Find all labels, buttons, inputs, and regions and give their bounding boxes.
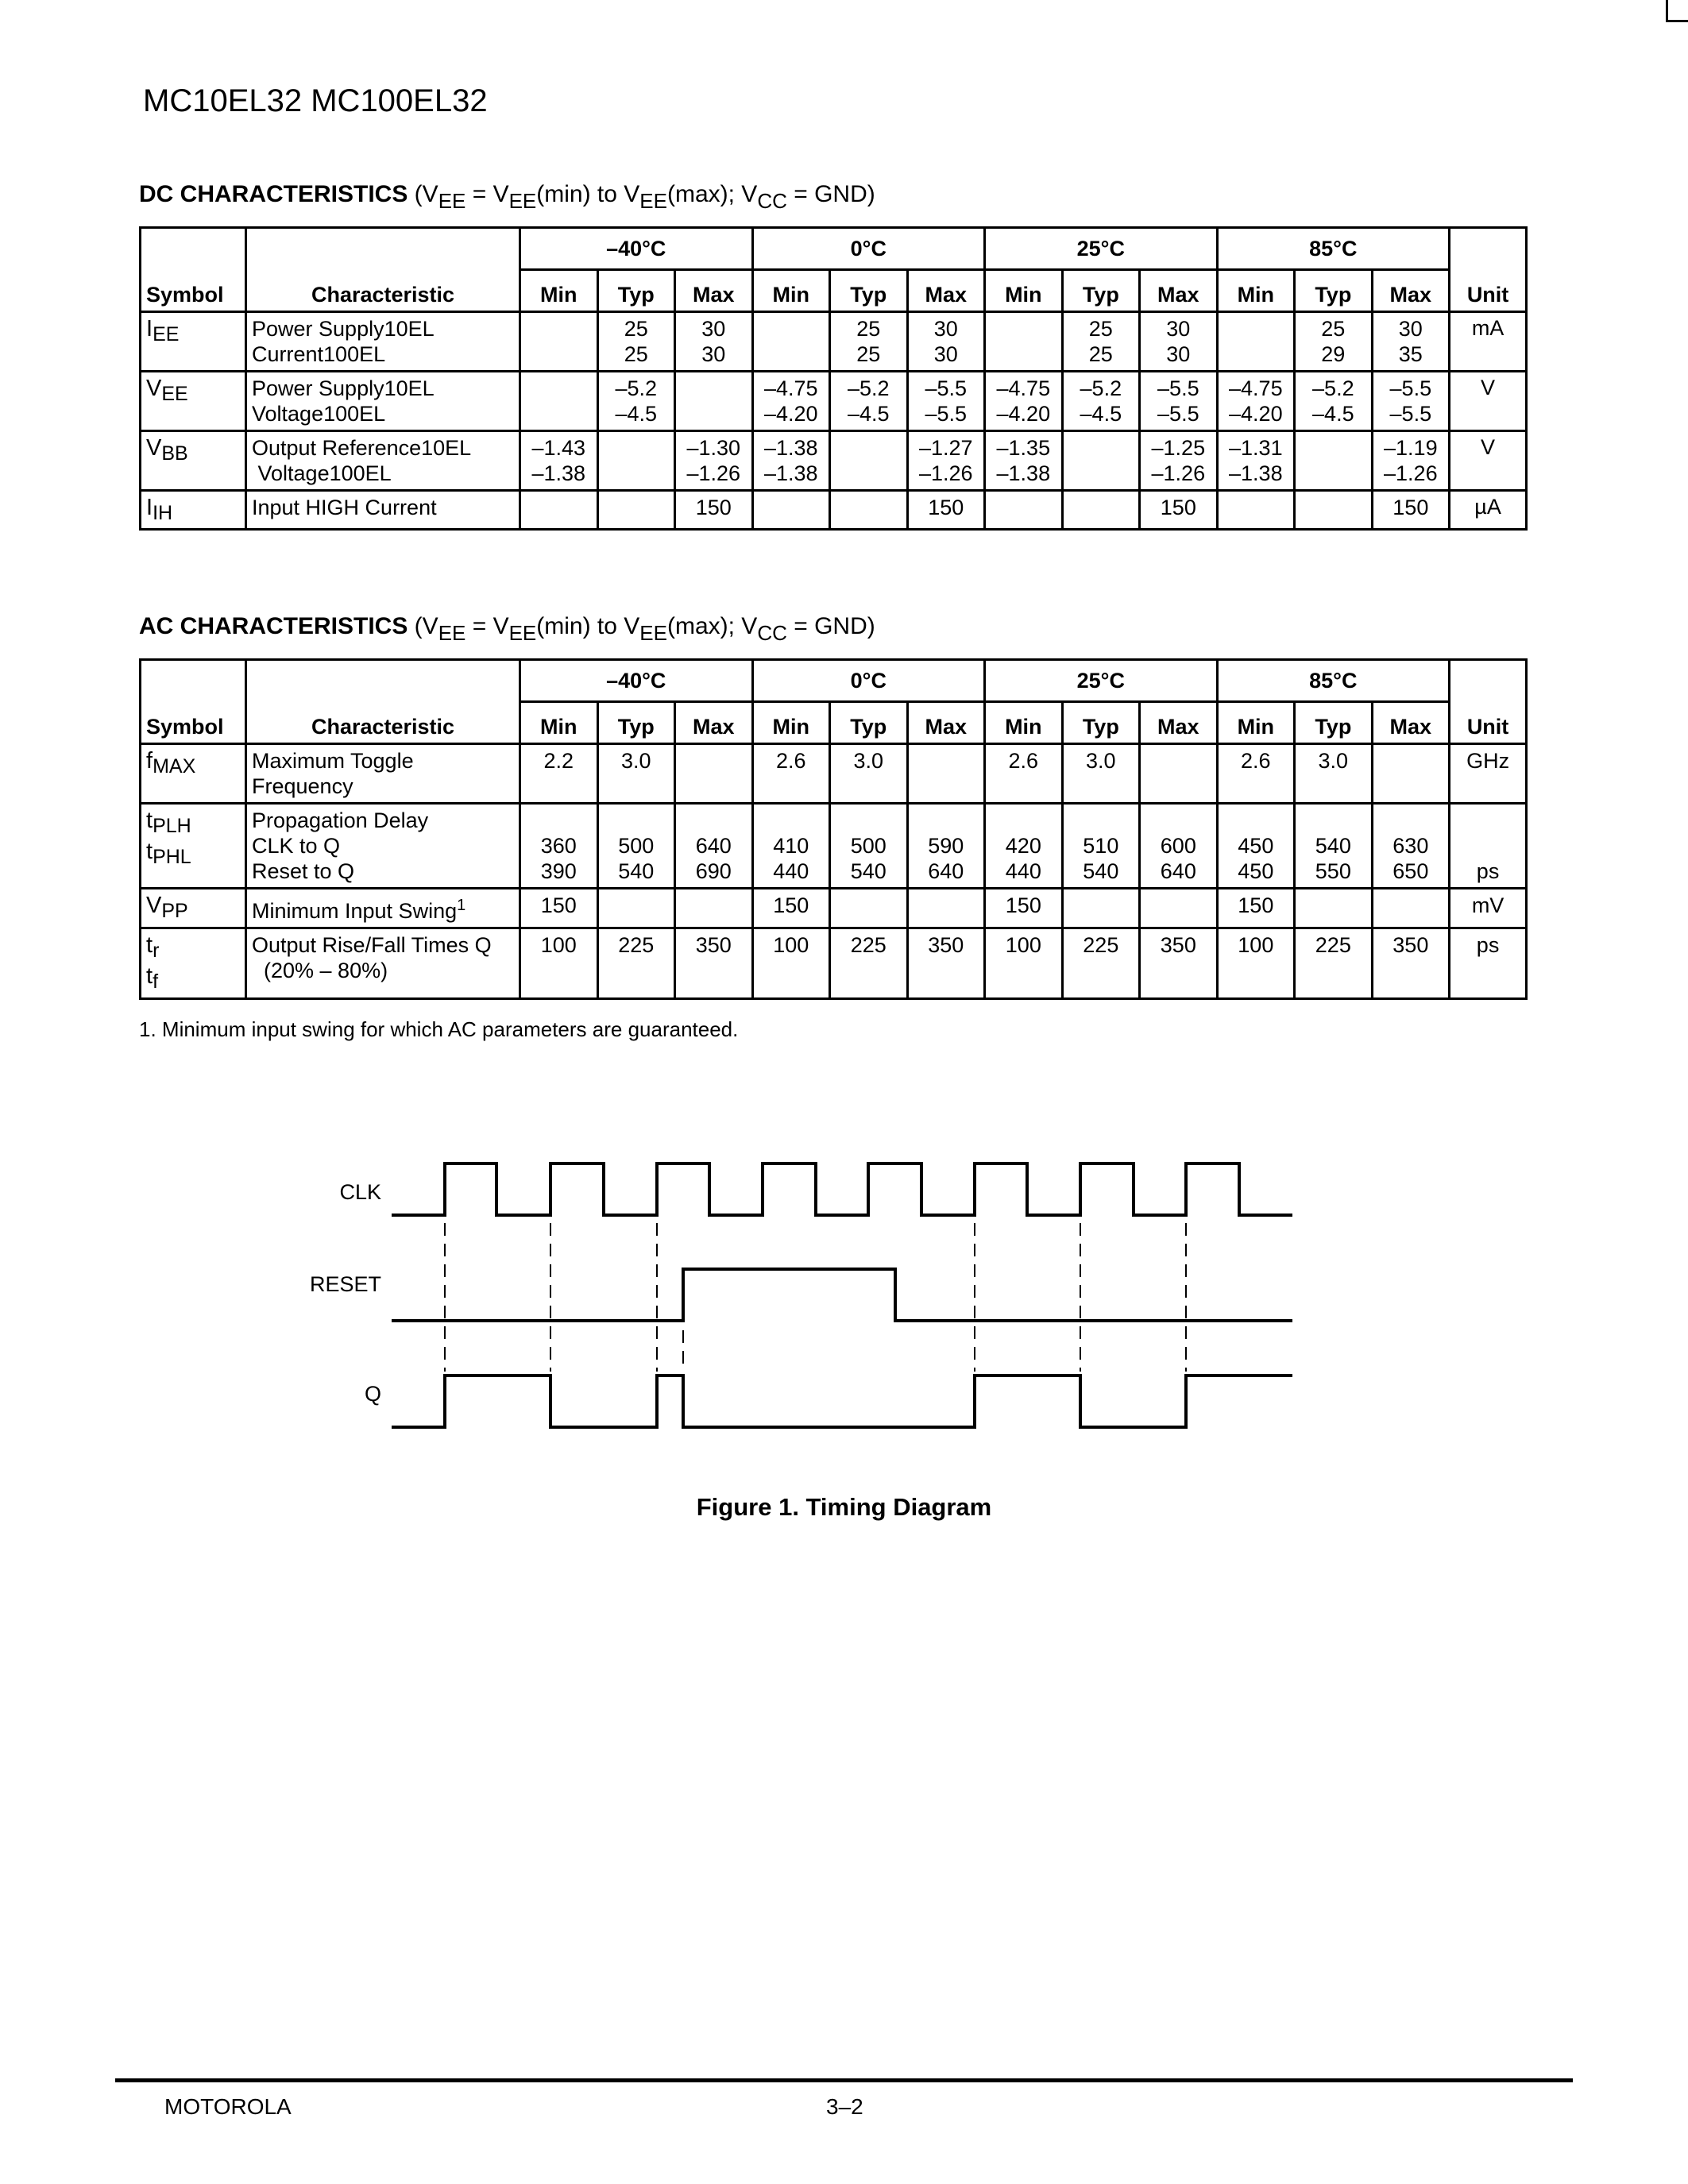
value: –4.75 xyxy=(1229,376,1283,400)
page-number: 3–2 xyxy=(826,2094,863,2119)
value: 25 xyxy=(856,317,881,341)
temperature-header: 25°C xyxy=(985,660,1218,702)
value: 150 xyxy=(1393,496,1429,519)
value: –1.38 xyxy=(763,436,818,460)
value: 30 xyxy=(1166,317,1191,341)
page-title: MC10EL32 MC100EL32 xyxy=(143,83,488,118)
min-header: Min xyxy=(752,702,830,744)
value: 550 xyxy=(1315,859,1351,883)
characteristic-line: Output Rise/Fall Times Q xyxy=(252,933,492,957)
value: 2.6 xyxy=(1241,749,1271,773)
value: 500 xyxy=(850,834,886,858)
value: 150 xyxy=(1005,893,1041,917)
characteristic-text: Power Supply xyxy=(252,317,384,341)
value: –1.43 xyxy=(531,436,586,460)
symbol-main: V xyxy=(146,376,162,401)
min-header: Min xyxy=(1217,702,1295,744)
value: 540 xyxy=(1315,834,1351,858)
unit: GHz xyxy=(1466,749,1510,773)
value: 225 xyxy=(850,933,886,957)
value: 3.0 xyxy=(620,749,651,773)
value: –1.25 xyxy=(1151,436,1206,460)
value: 350 xyxy=(1393,933,1429,957)
typ-header: Typ xyxy=(830,270,908,312)
value: 540 xyxy=(1083,859,1119,883)
min-header: Min xyxy=(985,702,1063,744)
value: 25 xyxy=(1321,317,1346,341)
value: 3.0 xyxy=(1086,749,1116,773)
value: –5.2 xyxy=(848,376,890,400)
value: –1.19 xyxy=(1384,436,1438,460)
value: 440 xyxy=(773,859,809,883)
temperature-header: –40°C xyxy=(520,660,753,702)
value: 2.6 xyxy=(1008,749,1039,773)
value: 350 xyxy=(695,933,732,957)
ac-section-title: AC CHARACTERISTICS ($V_{EE} = V_{EE}(\min)$ to $V_{EE}(\max)$; $V_{CC} = GND$) xyxy=(139,613,875,645)
unit-header: Unit xyxy=(1450,228,1527,312)
variant-label: 10EL xyxy=(421,436,472,460)
value: –5.2 xyxy=(1312,376,1354,400)
value: –1.27 xyxy=(919,436,973,460)
value: 640 xyxy=(695,834,732,858)
value: 25 xyxy=(624,317,648,341)
characteristic-line: Reset to Q xyxy=(252,859,355,883)
value: 3.0 xyxy=(853,749,884,773)
value: –1.31 xyxy=(1229,436,1283,460)
value: 420 xyxy=(1005,834,1041,858)
q-label: Q xyxy=(364,1382,381,1406)
value: –5.5 xyxy=(1157,402,1199,426)
value: 540 xyxy=(618,859,655,883)
value: –4.5 xyxy=(848,402,890,426)
characteristic-line: CLK to Q xyxy=(252,834,341,858)
value: 450 xyxy=(1238,834,1274,858)
symbol-subscript: BB xyxy=(161,442,188,465)
max-header: Max xyxy=(1372,702,1450,744)
dc-section-title: DC CHARACTERISTICS ($V_{EE} = V_{EE}(\min)$ to $V_{EE}(\max)$; $V_{CC} = GND$) xyxy=(139,181,875,213)
symbol-subscript: f xyxy=(153,970,159,993)
value: 30 xyxy=(701,342,726,366)
unit-cell: V xyxy=(1450,372,1527,431)
temperature-header: –40°C xyxy=(520,228,753,270)
value: –4.75 xyxy=(996,376,1051,400)
value: 540 xyxy=(850,859,886,883)
value: 590 xyxy=(928,834,964,858)
symbol-subscript: MAX xyxy=(153,755,196,778)
variant-label: 10EL xyxy=(384,317,435,341)
temperature-header: 85°C xyxy=(1217,660,1450,702)
min-header: Min xyxy=(1217,270,1295,312)
value: 690 xyxy=(695,859,732,883)
value: 100 xyxy=(1005,933,1041,957)
value: 30 xyxy=(1166,342,1191,366)
characteristic-text: Voltage xyxy=(252,461,330,485)
value: –1.26 xyxy=(686,461,741,485)
reset-label: RESET xyxy=(309,1272,381,1296)
symbol-subscript: EE xyxy=(153,323,180,345)
characteristic-line: Minimum Input Swing xyxy=(252,899,458,923)
value: 440 xyxy=(1005,859,1041,883)
symbol-header: Symbol xyxy=(141,660,246,744)
characteristic-line: Propagation Delay xyxy=(252,808,429,832)
reset-waveform xyxy=(392,1269,1292,1321)
variant-label: 100EL xyxy=(323,342,386,366)
value: –1.38 xyxy=(996,461,1051,485)
value: 360 xyxy=(540,834,577,858)
characteristic-text: Power Supply xyxy=(252,376,384,400)
q-waveform xyxy=(392,1376,1292,1427)
value: 25 xyxy=(856,342,881,366)
typ-header: Typ xyxy=(1062,270,1140,312)
value: 225 xyxy=(1315,933,1351,957)
value: 390 xyxy=(540,859,577,883)
value: –1.26 xyxy=(1384,461,1438,485)
temperature-header: 0°C xyxy=(752,228,985,270)
value: –4.5 xyxy=(1312,402,1354,426)
value: 100 xyxy=(540,933,577,957)
footer-brand: MOTOROLA xyxy=(164,2094,292,2119)
symbol-main: t xyxy=(146,808,153,833)
characteristic-line: Frequency xyxy=(252,774,353,798)
symbol-subscript: r xyxy=(153,940,160,962)
value: 410 xyxy=(773,834,809,858)
max-header: Max xyxy=(1140,702,1218,744)
value: 100 xyxy=(773,933,809,957)
value: –5.5 xyxy=(1389,376,1432,400)
symbol-subscript: PP xyxy=(161,900,188,922)
symbol-main: t xyxy=(146,963,153,989)
value: 640 xyxy=(1160,859,1196,883)
unit-header: Unit xyxy=(1450,660,1527,744)
variant-label: 100EL xyxy=(329,461,392,485)
symbol-main: I xyxy=(146,495,153,520)
value: –4.20 xyxy=(1229,402,1283,426)
unit: mV xyxy=(1471,893,1505,917)
value: –4.20 xyxy=(996,402,1051,426)
value: 640 xyxy=(928,859,964,883)
value: 150 xyxy=(540,893,577,917)
symbol-main: t xyxy=(146,839,153,864)
value: –5.5 xyxy=(925,402,968,426)
min-header: Min xyxy=(520,270,598,312)
value: –1.38 xyxy=(763,461,818,485)
symbol-main: V xyxy=(146,435,162,461)
timing-guide-lines xyxy=(445,1223,1186,1372)
max-header: Max xyxy=(1372,270,1450,312)
unit: ps xyxy=(1476,933,1500,957)
symbol-main: V xyxy=(146,893,162,918)
temperature-header: 0°C xyxy=(752,660,985,702)
characteristic-text: Output Reference xyxy=(252,436,422,460)
value: 150 xyxy=(695,496,732,519)
value: 350 xyxy=(1160,933,1196,957)
value: –5.2 xyxy=(1080,376,1122,400)
value: 25 xyxy=(1088,342,1113,366)
value: 630 xyxy=(1393,834,1429,858)
footer-rule xyxy=(115,2078,1573,2082)
characteristic-text: Voltage xyxy=(252,402,324,426)
characteristic-line: (20% – 80%) xyxy=(252,959,388,982)
symbol-subscript: PHL xyxy=(153,846,191,868)
unit-cell: V xyxy=(1450,431,1527,491)
value: –5.5 xyxy=(925,376,968,400)
characteristic-header: Characteristic xyxy=(246,660,520,744)
max-header: Max xyxy=(1140,270,1218,312)
typ-header: Typ xyxy=(597,270,675,312)
typ-header: Typ xyxy=(597,702,675,744)
variant-label: 100EL xyxy=(323,402,386,426)
unit: ps xyxy=(1476,859,1500,883)
value: –4.5 xyxy=(1080,402,1122,426)
temperature-header: 25°C xyxy=(985,228,1218,270)
clk-waveform xyxy=(392,1163,1292,1215)
value: –1.38 xyxy=(1229,461,1283,485)
value: 30 xyxy=(933,342,958,366)
value: 30 xyxy=(701,317,726,341)
characteristic-line: Maximum Toggle xyxy=(252,749,414,773)
value: –4.75 xyxy=(763,376,818,400)
characteristic-header: Characteristic xyxy=(246,228,520,312)
value: –1.35 xyxy=(996,436,1051,460)
typ-header: Typ xyxy=(830,702,908,744)
value: 25 xyxy=(1088,317,1113,341)
value: 150 xyxy=(1238,893,1274,917)
value: 30 xyxy=(933,317,958,341)
clk-label: CLK xyxy=(339,1180,381,1204)
min-header: Min xyxy=(520,702,598,744)
value: –1.26 xyxy=(1151,461,1206,485)
value: 29 xyxy=(1321,342,1346,366)
value: 650 xyxy=(1393,859,1429,883)
value: 450 xyxy=(1238,859,1274,883)
value: –1.38 xyxy=(531,461,586,485)
value: 225 xyxy=(1083,933,1119,957)
value: 500 xyxy=(618,834,655,858)
value: 600 xyxy=(1160,834,1196,858)
variant-label: 10EL xyxy=(384,376,435,400)
value: –1.30 xyxy=(686,436,741,460)
value: 2.6 xyxy=(776,749,806,773)
min-header: Min xyxy=(752,270,830,312)
symbol-subscript: IH xyxy=(153,502,173,524)
value: –5.5 xyxy=(1389,402,1432,426)
value: –1.26 xyxy=(919,461,973,485)
value: 3.0 xyxy=(1318,749,1349,773)
value: 350 xyxy=(928,933,964,957)
value: 150 xyxy=(1160,496,1196,519)
max-header: Max xyxy=(675,270,753,312)
footnote: 1. Minimum input swing for which AC parameters are guaranteed. xyxy=(139,1017,739,1041)
typ-header: Typ xyxy=(1295,270,1373,312)
value: 2.2 xyxy=(543,749,574,773)
value: –5.5 xyxy=(1157,376,1199,400)
characteristic-text: Input HIGH Current xyxy=(252,496,437,519)
symbol-header: Symbol xyxy=(141,228,246,312)
symbol-main: t xyxy=(146,932,153,958)
unit-cell: µA xyxy=(1450,491,1527,530)
typ-header: Typ xyxy=(1295,702,1373,744)
symbol-subscript: EE xyxy=(161,383,188,405)
value: 150 xyxy=(928,496,964,519)
min-header: Min xyxy=(985,270,1063,312)
temperature-header: 85°C xyxy=(1217,228,1450,270)
unit-cell: mA xyxy=(1450,312,1527,372)
value: 510 xyxy=(1083,834,1119,858)
footnote-ref: 1 xyxy=(457,897,466,914)
value: 25 xyxy=(624,342,648,366)
max-header: Max xyxy=(907,702,985,744)
value: –5.2 xyxy=(615,376,658,400)
symbol-subscript: PLH xyxy=(153,815,191,837)
characteristic-text: Current xyxy=(252,342,324,366)
value: 30 xyxy=(1398,317,1423,341)
value: –4.20 xyxy=(763,402,818,426)
max-header: Max xyxy=(675,702,753,744)
value: 100 xyxy=(1238,933,1274,957)
value: 225 xyxy=(618,933,655,957)
value: 150 xyxy=(773,893,809,917)
max-header: Max xyxy=(907,270,985,312)
symbol-main: I xyxy=(146,316,153,341)
figure-caption: Figure 1. Timing Diagram xyxy=(696,1493,992,1521)
value: 35 xyxy=(1398,342,1423,366)
typ-header: Typ xyxy=(1062,702,1140,744)
value: –4.5 xyxy=(615,402,658,426)
symbol-main: f xyxy=(146,748,153,774)
